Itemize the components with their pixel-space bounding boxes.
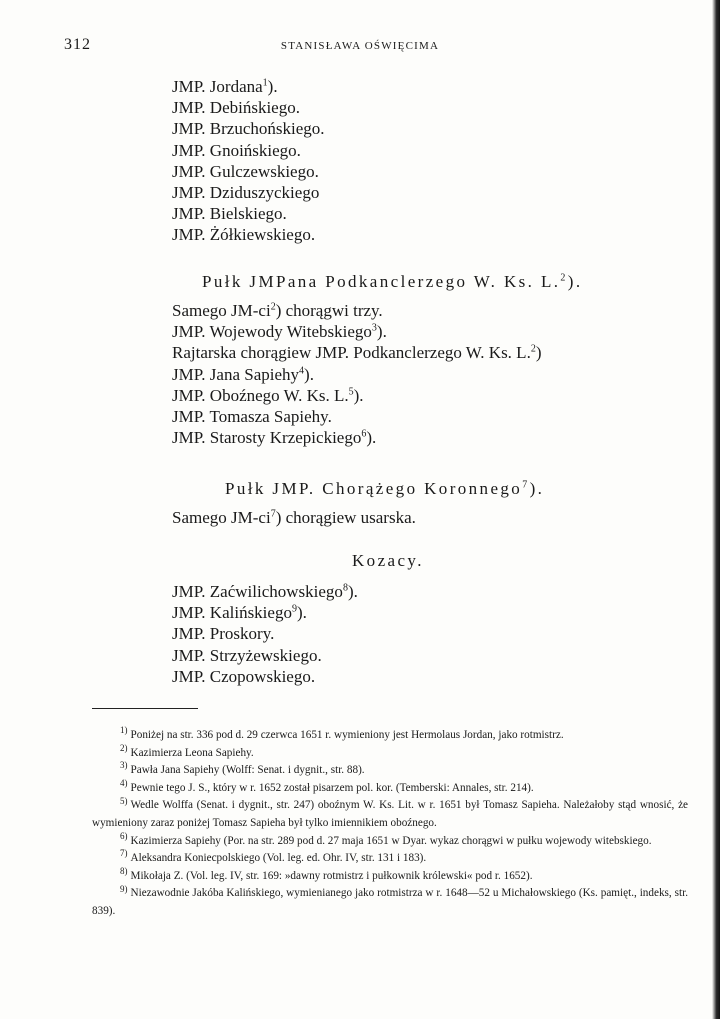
list-item: Rajtarska chorągiew JMP. Podkanclerzego W. Ks. L.$^2$) bbox=[172, 343, 542, 363]
list-item: JMP. Dziduszyckiego bbox=[172, 183, 320, 203]
list-item: JMP. Kalińskiego$^9$). bbox=[172, 603, 307, 623]
officer-list-4 bbox=[172, 581, 358, 687]
list-item: JMP. Strzyżewskiego. bbox=[172, 645, 322, 665]
section-heading-podkanclerzy: Pułk JMPana Podkanclerzego W. Ks. L.$^2$). bbox=[202, 272, 583, 291]
footnote: $^{8)}$ Mikołaja Z. (Vol. leg. IV, str. 169: »dawny rotmistrz i pułkownik królewski« pod r. 1652). bbox=[120, 866, 533, 882]
list-item: JMP. Oboźnego W. Ks. L.$^5$). bbox=[172, 385, 364, 405]
list-item: JMP. Jana Sapiehy$^4$). bbox=[172, 364, 314, 384]
footnote: $^{9)}$ Niezawodnie Jakóba Kalińskiego, wymienianego jako rotmistrza w r. 1648—52 u Michałowskiego (Ks. pamięt., indeks, str. 839). bbox=[92, 883, 688, 917]
list-item: JMP. Proskory. bbox=[172, 624, 275, 644]
section-heading-kozacy: Kozacy. bbox=[352, 551, 424, 570]
footnotes bbox=[92, 727, 688, 921]
list-item: JMP. Tomasza Sapiehy. bbox=[172, 407, 332, 427]
page-edge-shadow bbox=[712, 0, 720, 1019]
footnote-divider bbox=[92, 708, 198, 709]
list-item: Samego $JM-ci^2$) chorągwi trzy. bbox=[172, 301, 383, 320]
list-item: Samego $JM-ci^7$) chorągiew usarska. bbox=[172, 508, 416, 527]
list-item: JMP. Gulczewskiego. bbox=[172, 161, 319, 181]
list-item: JMP. Gnoińskiego. bbox=[172, 140, 301, 160]
list-item: JMP. Wojewody Witebskiego$^3$). bbox=[172, 322, 387, 342]
section-heading-chorazy: Pułk JMP. Chorążego Koronnego$^7$). bbox=[225, 479, 545, 498]
footnote: $^{6)}$ Kazimierza Sapiehy (Por. na str. 289 pod d. 27 maja 1651 w Dyar. wykaz chorągwi w pułku wojewody witebskiego. bbox=[120, 830, 652, 847]
officer-list-1 bbox=[172, 76, 325, 246]
page-number: 312 bbox=[64, 36, 91, 53]
list-item: JMP. Żółkiewskiego. bbox=[172, 225, 316, 245]
list-item: JMP. Starosty Krzepickiego$^6$). bbox=[172, 428, 377, 448]
list-item: JMP. Bielskiego. bbox=[172, 204, 287, 224]
list-item: JMP. Jordana$^1$). bbox=[172, 77, 278, 96]
list-item: JMP. Brzuchońskiego. bbox=[172, 119, 325, 139]
officer-list-2 bbox=[172, 300, 542, 448]
footnote: $^{2)}$ Kazimierza Leona Sapiehy. bbox=[120, 742, 254, 759]
officer-list-3 bbox=[172, 507, 416, 528]
list-item: JMP. Debińskiego. bbox=[172, 98, 300, 118]
footnote: $^{7)}$ Aleksandra Koniecpolskiego (Vol. leg. ed. Ohr. IV, str. 131 i 183). bbox=[120, 848, 427, 865]
list-item: JMP. Czopowskiego. bbox=[172, 666, 316, 686]
running-head: STANISŁAWA OŚWIĘCIMA bbox=[280, 40, 440, 52]
footnote: $^{4)}$ Pewnie tego J. S., który w r. 1652 został pisarzem pol. kor. (Temberski: Annales, str. 214). bbox=[120, 778, 534, 794]
list-item: JMP. Zaćwilichowskiego$^8$). bbox=[172, 582, 358, 601]
footnote: $^{5)}$ Wedle Wolffa (Senat. i dygnit., str. 247) oboźnym W. Ks. Lit. w r. 1651 był Tomasz Sapieha. Należałoby stąd wnosić, że wymieniony zaraz poniżej Tomasz Sapieha był tylko imiennikiem oboźnego. bbox=[92, 795, 688, 829]
footnote: $^{3)}$ Pawła Jana Sapiehy (Wolff: Senat. i dygnit., str. 88). bbox=[120, 760, 365, 777]
footnote: $^{1)}$ Poniżej na str. 336 pod d. 29 czerwca 1651 r. wymieniony jest Hermolaus Jordan, jako rotmistrz. bbox=[120, 725, 564, 741]
